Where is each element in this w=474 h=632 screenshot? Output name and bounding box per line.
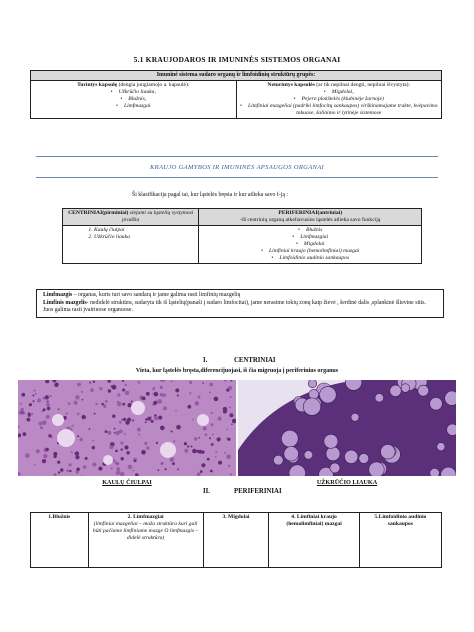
tissue-cell — [156, 442, 158, 444]
tissue-cell — [195, 401, 200, 406]
thymus-lobule — [401, 384, 410, 393]
tissue-cell — [46, 415, 50, 419]
tissue-cell — [42, 459, 46, 463]
tissue-cell — [117, 393, 120, 396]
document-title: 5.1 KRAUJODAROS IR IMUNINĖS SISTEMOS ORGANAI — [133, 55, 341, 64]
list-item: • Migdolai, — [240, 89, 439, 96]
tissue-cell — [210, 470, 213, 473]
tissue-cell — [45, 395, 49, 399]
tissue-cell — [230, 473, 232, 475]
tissue-cell — [127, 418, 131, 422]
tissue-cell — [42, 420, 47, 425]
tissue-cell — [77, 383, 81, 387]
tissue-cell — [138, 433, 140, 435]
tissue-cell — [95, 403, 97, 405]
tissue-cell — [192, 419, 194, 421]
tissue-cell — [89, 382, 91, 384]
tissue-cell — [82, 399, 84, 401]
thymus-lobule — [351, 413, 359, 421]
tissue-cell — [32, 395, 34, 397]
thymus-lobule — [345, 450, 358, 463]
caption-bone-marrow: KAULŲ ČIULPAI — [102, 479, 152, 486]
tissue-cell — [226, 389, 229, 392]
tissue-cell — [58, 471, 60, 473]
tissue-cell — [105, 430, 108, 433]
tissue-cell — [209, 437, 211, 439]
tissue-cell — [218, 417, 222, 421]
tissue-cell — [125, 384, 127, 386]
tissue-cell — [131, 401, 133, 403]
list-item: • Blužnis — [202, 227, 418, 234]
tissue-cell — [71, 426, 73, 428]
tissue-cell — [20, 403, 22, 405]
tissue-cell — [203, 426, 207, 430]
tissue-cell — [54, 473, 57, 476]
list-item: • Limfiniai kraujo (hemolimfiniai) mazgai — [202, 248, 418, 255]
tissue-cell — [92, 440, 94, 442]
tissue-cell — [134, 460, 136, 462]
list-item: • Limfoidinio audinio sankaupos — [202, 255, 418, 262]
tissue-cell — [175, 388, 179, 392]
cell-lymphoid-aggregates — [359, 513, 441, 568]
tissue-cell — [75, 455, 79, 459]
encapsulated-cell — [31, 81, 237, 119]
central-list-cell — [63, 225, 199, 263]
tissue-cell — [36, 449, 40, 453]
cell-lymph-nodes — [88, 513, 203, 568]
non-encapsulated-note: (ar tik nepilnai dengti, nepilnai išvystyta): — [316, 82, 411, 89]
tissue-cell — [33, 400, 35, 402]
tissue-cell — [144, 442, 147, 445]
cell-label: 3. Migdolai — [222, 514, 250, 520]
tissue-cell — [215, 456, 217, 458]
tissue-cell — [119, 430, 123, 434]
tissue-cell — [111, 467, 113, 469]
tissue-cell — [227, 438, 230, 441]
thymus-lobule — [326, 447, 340, 461]
tissue-cell — [226, 429, 228, 431]
cell-hemolymph-nodes — [269, 513, 359, 568]
list-item: • Limfmazgiai — [202, 234, 418, 241]
thymus-lobule — [330, 463, 340, 473]
tissue-cell — [80, 438, 83, 441]
thymus-lobule — [284, 447, 299, 462]
section-subtitle: KRAUJO GAMYBOS IR IMUNINĖS APSAUGOS ORGANAI — [149, 164, 325, 171]
thymus-lobule — [304, 451, 313, 460]
tissue-cell — [23, 432, 27, 436]
tissue-cell — [231, 424, 233, 426]
tissue-cell — [184, 449, 188, 453]
tissue-cell — [146, 392, 150, 396]
central-note: siejami su ląstelių vystymosi pradžia — [122, 210, 194, 223]
tissue-cell — [31, 413, 33, 415]
tissue-cell — [114, 432, 116, 434]
tissue-cell — [211, 423, 214, 426]
tissue-cell — [152, 393, 154, 395]
tissue-cell — [165, 468, 167, 470]
tissue-cell — [224, 452, 226, 454]
tissue-cell — [76, 471, 79, 474]
tissue-cell — [194, 437, 197, 440]
tissue-cell — [163, 406, 167, 410]
tissue-cell — [29, 403, 32, 406]
tissue-cell — [145, 421, 147, 423]
tissue-cell — [191, 446, 193, 448]
tissue-cell — [158, 416, 162, 420]
tissue-cell — [132, 420, 134, 422]
tissue-cell — [83, 465, 87, 469]
tissue-cell — [187, 445, 189, 447]
tissue-cell — [66, 413, 68, 415]
divider — [36, 177, 438, 178]
tissue-cell — [89, 428, 91, 430]
tissue-cell — [189, 381, 192, 384]
tissue-cell — [187, 405, 191, 409]
non-encapsulated-cell — [236, 81, 442, 119]
section-number: I. — [203, 357, 208, 364]
tissue-cell — [218, 461, 222, 465]
thymus-lobule — [445, 391, 456, 405]
list-item: 1. Kaulų čiulpai — [94, 227, 195, 234]
tissue-cell — [114, 428, 116, 430]
tissue-cell — [82, 415, 86, 419]
tissue-cell — [34, 389, 36, 391]
tissue-cell — [112, 415, 115, 418]
tissue-cell — [69, 470, 71, 472]
thymus-micrograph — [238, 380, 456, 476]
thymus-lobule — [281, 430, 298, 447]
list-item: • Limfmazgai — [34, 103, 233, 110]
divider — [36, 156, 438, 157]
tissue-cell — [132, 470, 134, 472]
tissue-cell — [92, 446, 95, 449]
tissue-cell — [35, 393, 37, 395]
thymus-lobule — [375, 394, 384, 403]
tissue-cell — [175, 410, 177, 412]
tissue-cell — [207, 458, 210, 461]
tissue-cell — [37, 398, 41, 402]
thymus-lobule — [381, 445, 396, 460]
tissue-cell — [215, 451, 217, 453]
tissue-cell — [123, 418, 126, 421]
tissue-cell — [112, 385, 117, 390]
tissue-cell — [71, 451, 73, 453]
thymus-lobule — [324, 434, 338, 448]
tissue-cell — [138, 381, 141, 384]
tissue-cell — [115, 461, 118, 464]
tissue-cell — [46, 448, 49, 451]
tissue-cell — [105, 400, 108, 403]
tissue-cell — [25, 453, 30, 458]
tissue-cell — [160, 426, 165, 431]
tissue-cell — [125, 391, 129, 395]
tissue-cell — [157, 399, 162, 404]
tissue-cell — [202, 382, 204, 384]
tissue-cell — [177, 394, 179, 396]
peripheral-list-cell — [199, 225, 422, 263]
tissue-cell — [75, 395, 79, 399]
tissue-cell — [49, 395, 51, 397]
tissue-cell — [66, 469, 69, 472]
tissue-cell — [54, 383, 56, 385]
tissue-cell — [60, 468, 63, 471]
tissue-cell — [137, 428, 141, 432]
section-subtitle: Vieta, kur ląstelės bręsta,diferencijuojasi, iš čia migruoja į periferinius organus — [135, 368, 339, 374]
tissue-cell — [170, 457, 175, 462]
thymus-lobule — [273, 455, 283, 465]
tissue-cell — [212, 434, 214, 436]
definition-text: – organas, kuris turi savo sandarą ir jame galima rasti limfinių mazgelių — [72, 292, 241, 298]
tissue-cell — [68, 402, 71, 405]
immune-structures-table — [30, 70, 442, 119]
non-encapsulated-heading: Neturintys kapsulės — [267, 82, 315, 89]
tissue-cell — [77, 413, 80, 416]
central-heading: CENTRINIAI(pirminiai) — [68, 210, 129, 216]
term: Limfinis mazgelis — [43, 299, 87, 306]
tissue-cell — [214, 397, 219, 402]
tissue-cell — [228, 465, 230, 467]
tissue-cell — [141, 450, 146, 455]
thymus-lobule — [320, 386, 337, 403]
tissue-cell — [128, 465, 133, 470]
tissue-cell — [151, 420, 154, 423]
thymus-lobule — [447, 424, 456, 436]
tissue-cell — [103, 404, 106, 407]
tissue-cell — [94, 413, 96, 415]
tissue-cell — [217, 437, 221, 441]
tissue-cell — [211, 443, 214, 446]
peripheral-heading: PERIFERINIAI(antriniai) — [278, 210, 343, 216]
table-header: Imuninė sistema sudaro organų ir limfoidinių struktūrų grupės: — [31, 71, 442, 81]
thymus-lobule — [359, 453, 369, 463]
tissue-cell — [154, 416, 158, 420]
tissue-cell — [229, 406, 231, 408]
tissue-cell — [142, 397, 146, 401]
definition-text: - nedidelė struktūra, sudaryta tik iš ląstelių(panaši į sudaro limfocitai), jame nerasime tokių zonų kaip žievė , šerdinė dalis ,splankinė šlievine sitis. Juos galima rasti įvairiuose organuose. — [43, 299, 426, 314]
definition-mazgelis — [43, 300, 437, 315]
tissue-cell — [110, 445, 114, 449]
tissue-cell — [122, 403, 125, 406]
tissue-cell — [176, 425, 181, 430]
tissue-cell — [77, 435, 79, 437]
tissue-cell — [121, 448, 123, 450]
tissue-cell — [28, 412, 31, 415]
tissue-cell — [211, 412, 213, 414]
tissue-cell — [173, 440, 175, 442]
tissue-cell — [117, 401, 119, 403]
list-item: • Užkrūčio liauka, — [34, 89, 233, 96]
cell-spleen — [31, 513, 89, 568]
tissue-cell — [40, 426, 43, 429]
thymus-lobule — [430, 398, 443, 411]
cell-label: 1.Blužnis — [48, 514, 71, 520]
caption-thymus: UŽKRŪČIO LIAUKA — [316, 479, 378, 486]
thymus-lobule — [437, 443, 445, 451]
tissue-cell — [198, 396, 201, 399]
tissue-cell — [108, 431, 110, 433]
definition-limfmazgis — [43, 292, 437, 300]
section-title: PERIFERINIAI — [234, 488, 282, 495]
section-title: CENTRINIAI — [234, 357, 276, 364]
tissue-cell — [34, 464, 36, 466]
classification-text: Ši klasifikacija pagal tai, kur ląstelės bręsta ir kur atlieka savo f-ją : — [132, 192, 288, 198]
tissue-cell — [229, 413, 233, 417]
cell-label: 5.Limfoidinio audinio sankaupos — [374, 514, 427, 527]
list-item: 2. Užkrūčio liauka — [94, 234, 195, 241]
tissue-cell — [39, 422, 43, 426]
tissue-cell — [160, 393, 164, 397]
tissue-cell — [93, 381, 95, 383]
tissue-cell — [198, 450, 202, 454]
thymus-image — [238, 380, 456, 476]
tissue-cell — [160, 386, 163, 389]
tissue-cell — [75, 451, 79, 455]
cell-label: 4. Limfiniai kraujo (hemolimfiniai) mazgai — [286, 514, 342, 527]
tissue-cell — [192, 449, 197, 454]
tissue-cell — [146, 446, 149, 449]
tissue-cell — [209, 391, 211, 393]
tissue-cell — [184, 442, 187, 445]
tissue-cell — [152, 389, 154, 391]
tissue-cell — [47, 407, 51, 411]
tissue-cell — [116, 471, 120, 475]
tissue-cell — [150, 416, 152, 418]
tissue-cell — [81, 391, 83, 393]
tissue-cell — [99, 387, 102, 390]
peripheral-organs-table — [30, 512, 442, 568]
tissue-cell — [230, 396, 232, 398]
bone-marrow-micrograph — [18, 380, 236, 476]
cell-text: (limfiniai mazgeliai – maža struktūra kuri gali būti pačiame limfiniame mazge O limfmazgis – didelė struktūra) — [92, 520, 199, 541]
thymus-lobule — [390, 385, 401, 396]
tissue-cell — [51, 436, 53, 438]
tissue-cell — [46, 400, 49, 403]
peripheral-note: -Iš centrinių organų atkeliavusios ląstelės atlieka savo funkciją — [240, 216, 381, 223]
thymus-lobule — [309, 389, 319, 399]
tissue-cell — [153, 401, 157, 405]
thymus-lobule — [430, 468, 440, 476]
list-item: • Blužnis, — [34, 96, 233, 103]
tissue-cell — [119, 421, 122, 424]
tissue-cell — [160, 463, 162, 465]
cell-tonsils — [203, 513, 269, 568]
tissue-cell — [124, 433, 126, 435]
tissue-cell — [74, 401, 78, 405]
tissue-cell — [57, 461, 60, 464]
tissue-cell — [21, 393, 25, 397]
tissue-cell — [120, 441, 123, 444]
tissue-cell — [200, 470, 203, 473]
tissue-cell — [108, 389, 111, 392]
tissue-cell — [121, 457, 124, 460]
tissue-cell — [205, 433, 208, 436]
list-item: • Migdolai — [202, 241, 418, 248]
tissue-cell — [90, 388, 94, 392]
tissue-cell — [122, 389, 125, 392]
tissue-cell — [177, 469, 179, 471]
tissue-cell — [43, 454, 47, 458]
list-item: • Limfiniai mazgeliai (padriki limfocitų sankaupos) virškinamajame trakte, kvėpavimo takuose, šalinimo ir lytinėje sistemose — [240, 103, 439, 117]
tissue-cell — [68, 463, 71, 466]
tissue-cell — [43, 408, 46, 411]
thymus-lobule — [303, 398, 320, 415]
thymus-lobule — [418, 385, 429, 396]
central-peripheral-table — [62, 208, 422, 264]
tissue-cell — [157, 469, 159, 471]
tissue-cell — [223, 410, 227, 414]
tissue-cell — [115, 450, 118, 453]
tissue-cell — [171, 431, 173, 433]
section-number: II. — [203, 488, 210, 495]
term: Limfmazgis — [43, 292, 73, 298]
tissue-cell — [85, 457, 88, 460]
tissue-cell — [201, 463, 205, 467]
tissue-cell — [172, 462, 175, 465]
tissue-cell — [154, 392, 159, 397]
tissue-cell — [111, 385, 113, 387]
definitions-box — [36, 289, 444, 318]
thymus-lobule — [369, 462, 384, 476]
tissue-cell — [126, 451, 129, 454]
tissue-cell — [98, 467, 102, 471]
tissue-cell — [92, 463, 96, 467]
tissue-cell — [124, 445, 128, 449]
bone-marrow-image — [18, 380, 236, 476]
thymus-lobule — [308, 380, 316, 388]
cell-label: 2. Limfmazgiai — [127, 514, 164, 520]
tissue-cell — [189, 392, 191, 394]
tissue-cell — [21, 412, 23, 414]
tissue-cell — [198, 437, 200, 439]
tissue-cell — [116, 467, 120, 471]
encapsulated-note: (dengia jungiamojo a. kapsulė): — [118, 82, 190, 89]
tissue-cell — [46, 403, 50, 407]
central-header — [63, 209, 199, 226]
tissue-cell — [58, 408, 60, 410]
tissue-cell — [226, 454, 231, 459]
tissue-cell — [27, 418, 31, 422]
tissue-cell — [121, 419, 123, 421]
encapsulated-heading: Turintys kapsulę — [77, 82, 118, 89]
tissue-cell — [171, 380, 173, 382]
tissue-cell — [209, 383, 213, 387]
list-item: • Pejerо plokštelės (klubinėje žarnoje) — [240, 96, 439, 103]
tissue-cell — [53, 452, 57, 456]
tissue-cell — [76, 468, 80, 472]
peripheral-header — [199, 209, 422, 226]
